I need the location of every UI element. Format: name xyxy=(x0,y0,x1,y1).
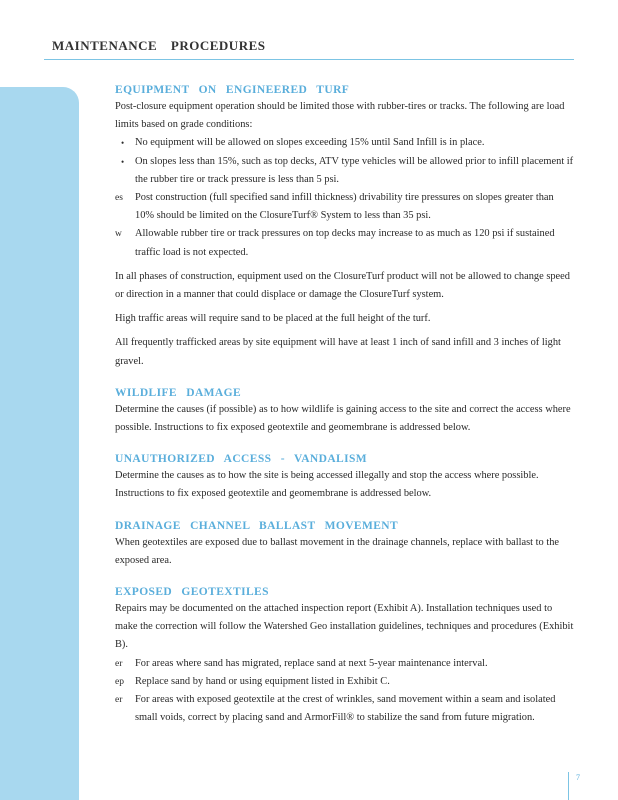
list-item xyxy=(115,134,575,152)
page-number: 7 xyxy=(576,773,580,782)
decorative-sidebar xyxy=(0,87,79,800)
header-divider xyxy=(44,59,574,60)
section-heading-drainage: DRAINAGE CHANNEL BALLAST MOVEMENT xyxy=(115,519,399,532)
list-item xyxy=(115,655,575,673)
list-item-text: No equipment will be allowed on slopes exceeding 15% until Sand Infill is in place. xyxy=(135,137,485,149)
footer-divider xyxy=(568,772,569,800)
list-item xyxy=(115,189,575,225)
bullet-marker: • xyxy=(121,138,125,149)
list-item xyxy=(115,691,575,727)
drainage-paragraph: When geotextiles are exposed due to ballast movement in the drainage channels, replace with ballast to the exposed area. xyxy=(115,536,560,566)
bullet-marker: er xyxy=(115,658,123,669)
equipment-intro: Post-closure equipment operation should be limited those with rubber-tires or tracks. The following are load limits based on grade conditions: xyxy=(115,101,565,131)
equipment-paragraph-2: In all phases of construction, equipment used on the ClosureTurf product will not be allowed to change speed or direction in a manner that could displace or damage the ClosureTurf system. xyxy=(115,270,570,301)
document-body xyxy=(115,82,575,727)
bullet-marker: • xyxy=(121,156,125,167)
list-item-text: Allowable rubber tire or track pressures on top decks may increase to as much as 120 psi if sustained traffic load is not expected. xyxy=(135,228,555,258)
list-item-text: For areas with exposed geotextile at the crest of wrinkles, sand movement within a seam and isolated small voids, correct by placing sand and ArmorFill® to stabilize the sand from future migration. xyxy=(135,694,556,724)
list-item xyxy=(115,153,575,189)
list-item-text: Post construction (full specified sand infill thickness) drivability tire pressures on slopes greater than 10% should be limited on the ClosureTurf® System to less than 35 psi. xyxy=(135,192,554,222)
list-item xyxy=(115,225,575,261)
geotextiles-paragraph: Repairs may be documented on the attached inspection report (Exhibit A). Installation techniques used to make the correction will follow the Watershed Geo installation guidelines, techniques and procedures (Exhibit B). xyxy=(115,603,574,651)
vandalism-paragraph: Determine the causes as to how the site is being accessed illegally and stop the access where possible. Instructions to fix exposed geotextile and geomembrane is addressed below. xyxy=(115,470,539,500)
section-heading-vandalism: UNAUTHORIZED ACCESS - VANDALISM xyxy=(115,453,368,466)
list-item xyxy=(115,673,575,691)
list-item-text: Replace sand by hand or using equipment listed in Exhibit C. xyxy=(135,675,390,687)
geotextiles-repair-list xyxy=(115,655,575,728)
equipment-load-limits-list xyxy=(115,134,575,261)
section-heading-geotextiles: EXPOSED GEOTEXTILES xyxy=(115,586,269,599)
list-item-text: On slopes less than 15%, such as top decks, ATV type vehicles will be allowed prior to infill placement if the rubber tire or track pressure is less than 5 psi. xyxy=(135,155,574,185)
bullet-marker: w xyxy=(115,229,122,240)
bullet-marker: es xyxy=(115,193,123,204)
wildlife-paragraph: Determine the causes (if possible) as to how wildlife is gaining access to the site and correct the access where possible. Instructions to fix exposed geotextile and geomembrane is addressed below. xyxy=(115,403,571,434)
bullet-marker: ep xyxy=(115,676,124,687)
list-item-text: For areas where sand has migrated, replace sand at next 5-year maintenance interval. xyxy=(135,657,488,669)
page-header-title: MAINTENANCE PROCEDURES xyxy=(52,38,266,53)
equipment-paragraph-3: High traffic areas will require sand to be placed at the full height of the turf. xyxy=(115,313,431,325)
equipment-paragraph-4: All frequently trafficked areas by site equipment will have at least 1 inch of sand infill and 3 inches of light gravel. xyxy=(115,337,561,367)
bullet-marker: er xyxy=(115,695,123,706)
section-heading-wildlife: WILDLIFE DAMAGE xyxy=(115,386,242,399)
section-heading-equipment: EQUIPMENT ON ENGINEERED TURF xyxy=(115,84,350,96)
